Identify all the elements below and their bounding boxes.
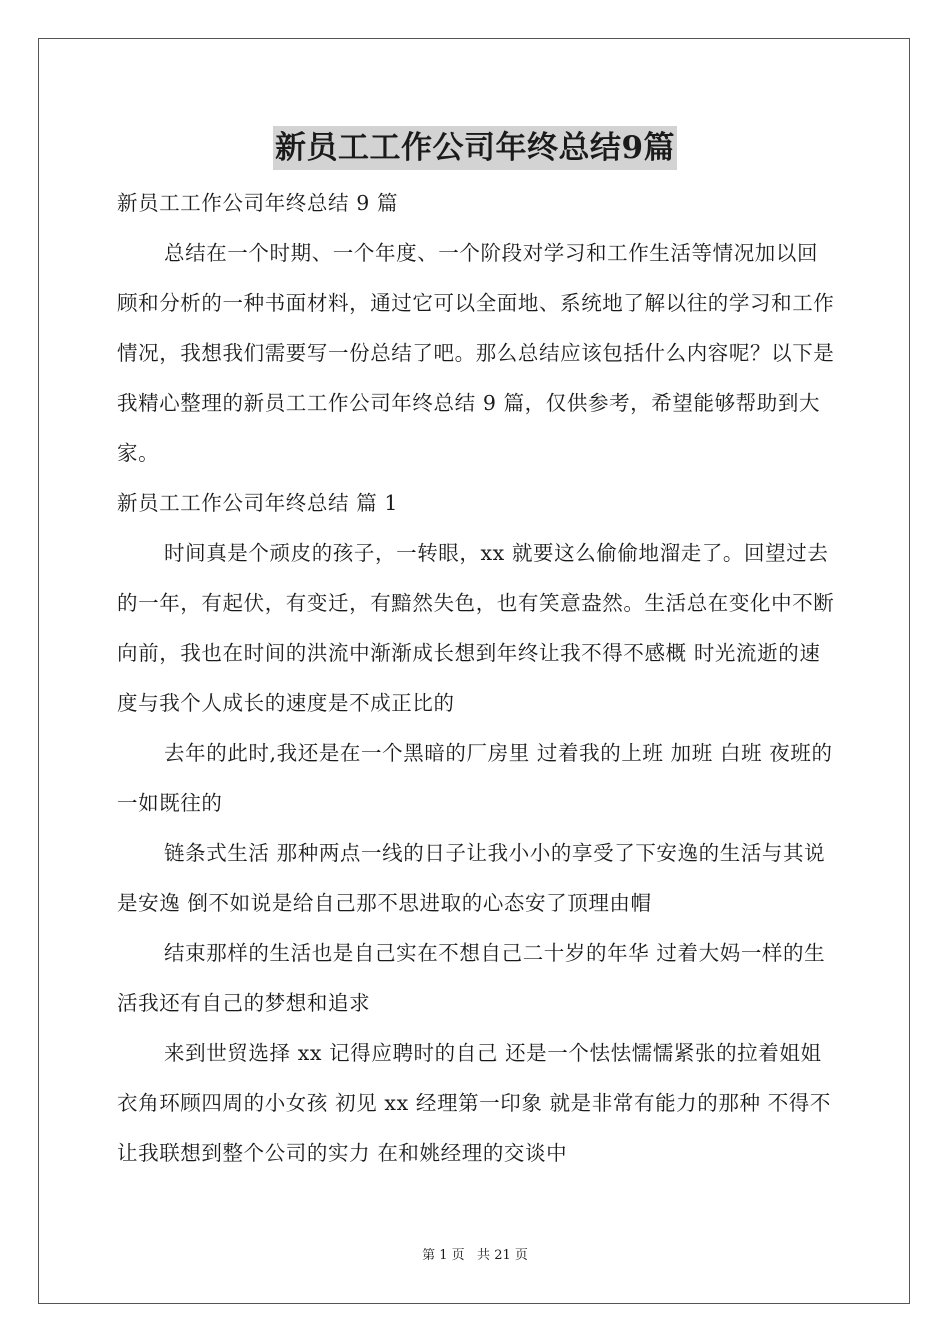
page-number-footer: 第 1 页 共 21 页	[422, 1248, 528, 1263]
subtitle-paragraph: 新员工工作公司年终总结 9 篇	[117, 191, 399, 215]
section-heading: 新员工工作公司年终总结 篇 1	[117, 491, 399, 515]
body-paragraph: 去年的此时,我还是在一个黑暗的厂房里 过着我的上班 加班 白班 夜班的一如既往的	[117, 741, 833, 815]
body-paragraph: 时间真是个顽皮的孩子，一转眼，xx 就要这么偷偷地溜走了。回望过去的一年，有起伏，有变迁，有黯然失色，也有笑意盎然。生活总在变化中不断向前，我也在时间的洪流中渐渐成长想到年终让我不得不感概 时光流逝的速度与我个人成长的速度是不成正比的	[117, 541, 835, 715]
document-body	[117, 178, 839, 1178]
body-paragraph: 链条式生活 那种两点一线的日子让我小小的享受了下安逸的生活与其说是安逸 倒不如说是给自己那不思进取的心态安了顶理由帽	[117, 841, 826, 915]
body-paragraph: 来到世贸选择 xx 记得应聘时的自己 还是一个怯怯懦懦紧张的拉着姐姐衣角环顾四周的小女孩 初见 xx 经理第一印象 就是非常有能力的那种 不得不让我联想到整个公司的实力 在和姚经理的交谈中	[117, 1041, 832, 1165]
title-container	[0, 126, 950, 170]
intro-paragraph: 总结在一个时期、一个年度、一个阶段对学习和工作生活等情况加以回顾和分析的一种书面材料，通过它可以全面地、系统地了解以往的学习和工作情况，我想我们需要写一份总结了吧。那么总结应该包括什么内容呢？以下是我精心整理的新员工工作公司年终总结 9 篇，仅供参考，希望能够帮助到大家。	[117, 241, 835, 465]
document-title: 新员工工作公司年终总结9篇	[273, 126, 677, 170]
body-paragraph: 结束那样的生活也是自己实在不想自己二十岁的年华 过着大妈一样的生活我还有自己的梦想和追求	[117, 941, 826, 1015]
